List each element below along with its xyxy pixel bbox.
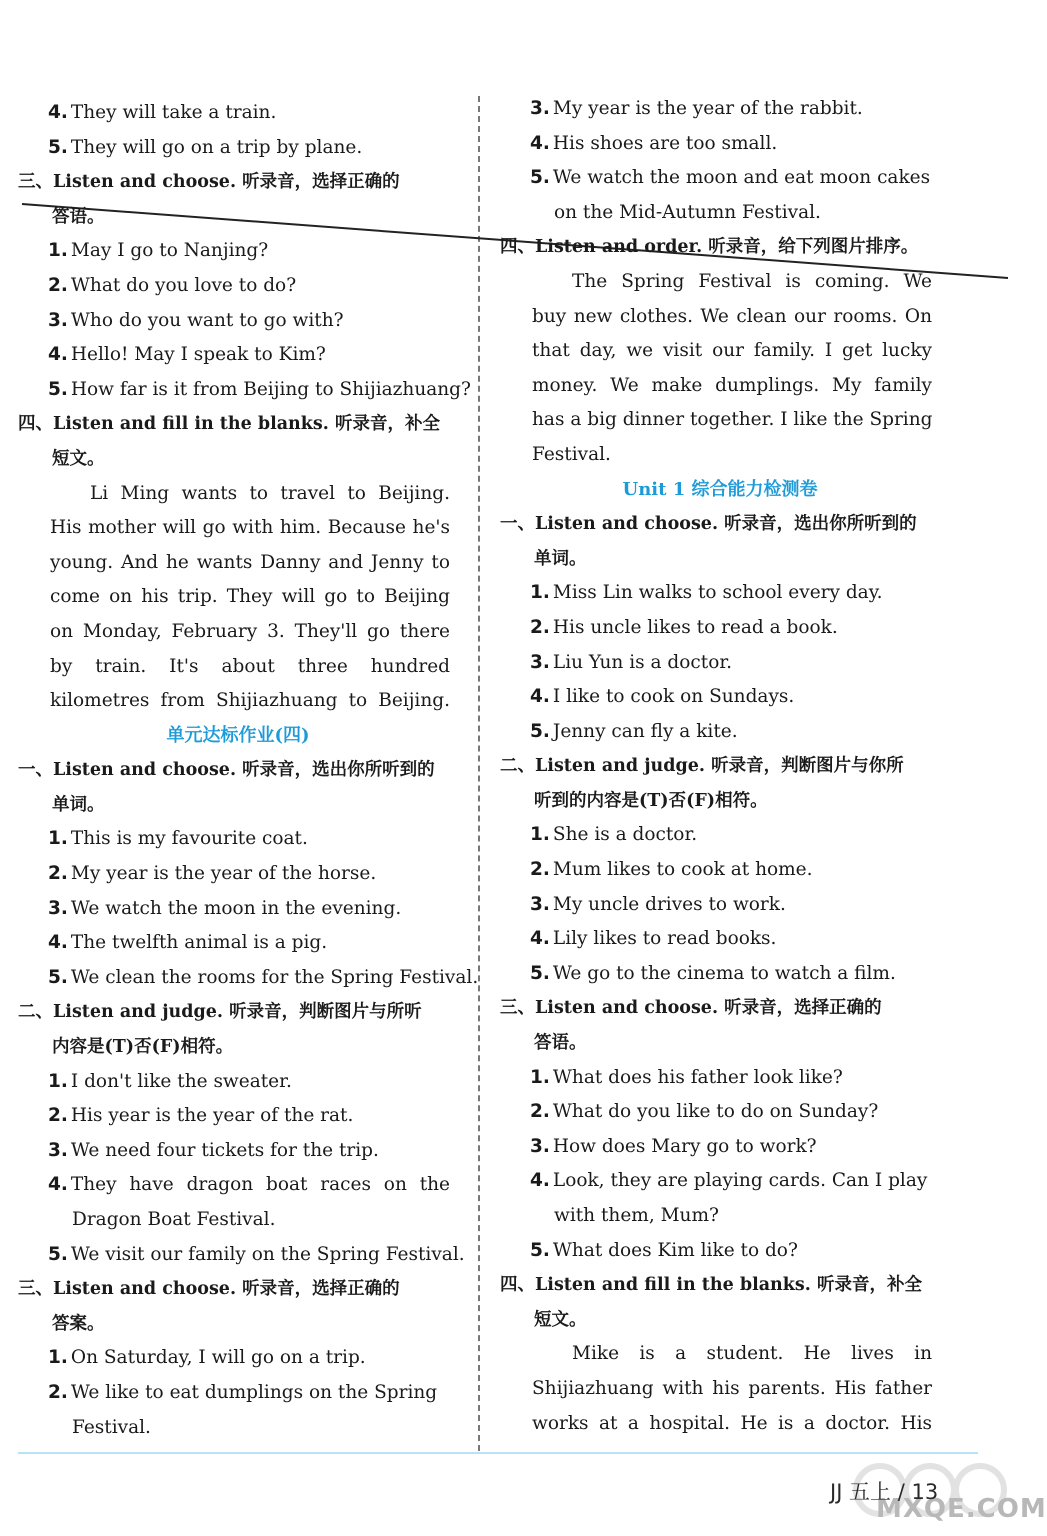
footer-rule: [18, 1452, 978, 1454]
right-column: [500, 92, 940, 1441]
list-item: 3. Liu Yun is a doctor.: [530, 651, 733, 673]
list-item-cont: Dragon Boat Festival.: [72, 1209, 276, 1230]
list-item: 3. We need four tickets for the trip.: [48, 1139, 379, 1161]
section-heading-cont: 答语。: [534, 1033, 587, 1054]
passage-line: Festival.: [532, 443, 611, 465]
list-item: 4. They have dragon boat races on the: [48, 1174, 450, 1196]
list-item: 2. What do you love to do?: [48, 274, 297, 296]
passage-line: come on his trip. They will go to Beijing: [50, 586, 450, 608]
list-item: 5. Jenny can fly a kite.: [530, 720, 738, 742]
list-item: 5. We visit our family on the Spring Festival.: [48, 1243, 465, 1265]
section-heading: 四、Listen and fill in the blanks. 听录音，补全: [18, 414, 440, 435]
list-item: 2. His uncle likes to read a book.: [530, 616, 838, 638]
list-item: 4. I like to cook on Sundays.: [530, 686, 795, 708]
list-item: 4. Look, they are playing cards. Can I play: [530, 1170, 928, 1192]
section-heading-cont: 答案。: [52, 1313, 105, 1334]
passage-line: kilometres from Shijiazhuang to Beijing.: [50, 690, 450, 712]
passage-line: money. We make dumplings. My family: [532, 374, 932, 396]
list-item: 3. How does Mary go to work?: [530, 1135, 817, 1157]
list-item: 1. This is my favourite coat.: [48, 828, 308, 850]
list-item: 1. On Saturday, I will go on a trip.: [48, 1347, 366, 1369]
passage-line: His mother will go with him. Because he's: [50, 517, 450, 539]
list-item: 5. We watch the moon and eat moon cakes: [530, 167, 931, 189]
list-item: 4. His shoes are too small.: [530, 132, 778, 154]
list-item: 2. What do you like to do on Sunday?: [530, 1101, 879, 1123]
section-heading: 四、Listen and fill in the blanks. 听录音，补全: [500, 1275, 922, 1296]
left-column: [18, 96, 479, 1445]
section-heading: 三、Listen and choose. 听录音，选择正确的: [500, 998, 882, 1019]
section-heading-cont: 答语。: [52, 206, 105, 227]
section-heading-cont: 短文。: [534, 1309, 587, 1330]
section-heading-cont: 短文。: [52, 448, 105, 469]
list-item: 1. I don't like the sweater.: [48, 1070, 292, 1092]
list-item: 3. We watch the moon in the evening.: [48, 897, 402, 919]
list-item: 2. Mum likes to cook at home.: [530, 859, 813, 881]
section-heading: 四、Listen and order. 听录音，给下列图片排序。: [500, 237, 919, 258]
section-heading: 二、Listen and judge. 听录音，判断图片与所听: [18, 1002, 422, 1023]
list-item: 3. My year is the year of the rabbit.: [530, 98, 863, 119]
passage-line: Mike is a student. He lives in: [572, 1343, 932, 1365]
passage-line: young. And he wants Danny and Jenny to: [50, 551, 450, 573]
list-item: 5. We clean the rooms for the Spring Festival.: [48, 966, 479, 988]
list-item: 4. They will take a train.: [48, 102, 277, 123]
section-heading-cont: 内容是(T)否(F)相符。: [52, 1037, 234, 1058]
passage-line: Li Ming wants to travel to Beijing.: [90, 482, 450, 504]
list-item-cont: on the Mid-Autumn Festival.: [554, 201, 821, 223]
section-heading: 一、Listen and choose. 听录音，选出你所听到的: [500, 514, 917, 535]
section-heading-cont: 听到的内容是(T)否(F)相符。: [534, 790, 768, 811]
passage-line: on Monday, February 3. They'll go there: [50, 620, 450, 642]
passage-line: that day, we visit our family. I get lucky: [532, 340, 932, 362]
list-item-cont: with them, Mum?: [554, 1205, 719, 1226]
list-item: 5. What does Kim like to do?: [530, 1239, 798, 1261]
list-item: 5. We go to the cinema to watch a film.: [530, 962, 896, 984]
section-heading-cont: 单词。: [52, 794, 105, 815]
page-number: JJ 五上 / 13: [830, 1480, 939, 1504]
passage-line: Shijiazhuang with his parents. His father: [532, 1377, 932, 1399]
list-item: 1. May I go to Nanjing?: [48, 240, 269, 262]
list-item: 4. The twelfth animal is a pig.: [48, 932, 328, 954]
list-item-cont: Festival.: [72, 1416, 151, 1438]
list-item: 3. Who do you want to go with?: [48, 309, 344, 331]
section-heading: 一、Listen and choose. 听录音，选出你所听到的: [18, 760, 435, 781]
list-item: 5. They will go on a trip by plane.: [48, 136, 363, 158]
list-item: 5. How far is it from Beijing to Shijiazhuang?: [48, 378, 471, 400]
list-item: 2. We like to eat dumplings on the Spring: [48, 1381, 438, 1403]
passage-line: buy new clothes. We clean our rooms. On: [532, 305, 932, 327]
passage-line: works at a hospital. He is a doctor. His: [532, 1412, 932, 1434]
section-heading-cont: 单词。: [534, 548, 587, 569]
list-item: 4. Hello! May I speak to Kim?: [48, 344, 326, 366]
section-heading: 二、Listen and judge. 听录音，判断图片与你所: [500, 756, 904, 777]
watermark-text: MXQE.COM: [876, 1494, 1047, 1524]
list-item: 2. My year is the year of the horse.: [48, 863, 377, 885]
passage-line: The Spring Festival is coming. We: [572, 270, 932, 292]
list-item: 1. What does his father look like?: [530, 1066, 843, 1088]
section-heading: 三、Listen and choose. 听录音，选择正确的: [18, 172, 400, 193]
list-item: 2. His year is the year of the rat.: [48, 1105, 354, 1127]
section-heading: 三、Listen and choose. 听录音，选择正确的: [18, 1279, 400, 1300]
list-item: 1. Miss Lin walks to school every day.: [530, 582, 883, 604]
unit-title: Unit 1 综合能力检测卷: [622, 478, 818, 500]
list-item: 4. Lily likes to read books.: [530, 928, 777, 950]
list-item: 3. My uncle drives to work.: [530, 893, 786, 915]
list-item: 1. She is a doctor.: [530, 824, 698, 846]
unit-title: 单元达标作业(四): [166, 724, 310, 746]
passage-line: has a big dinner together. I like the Spring: [532, 409, 933, 431]
passage-line: by train. It's about three hundred: [50, 655, 450, 677]
